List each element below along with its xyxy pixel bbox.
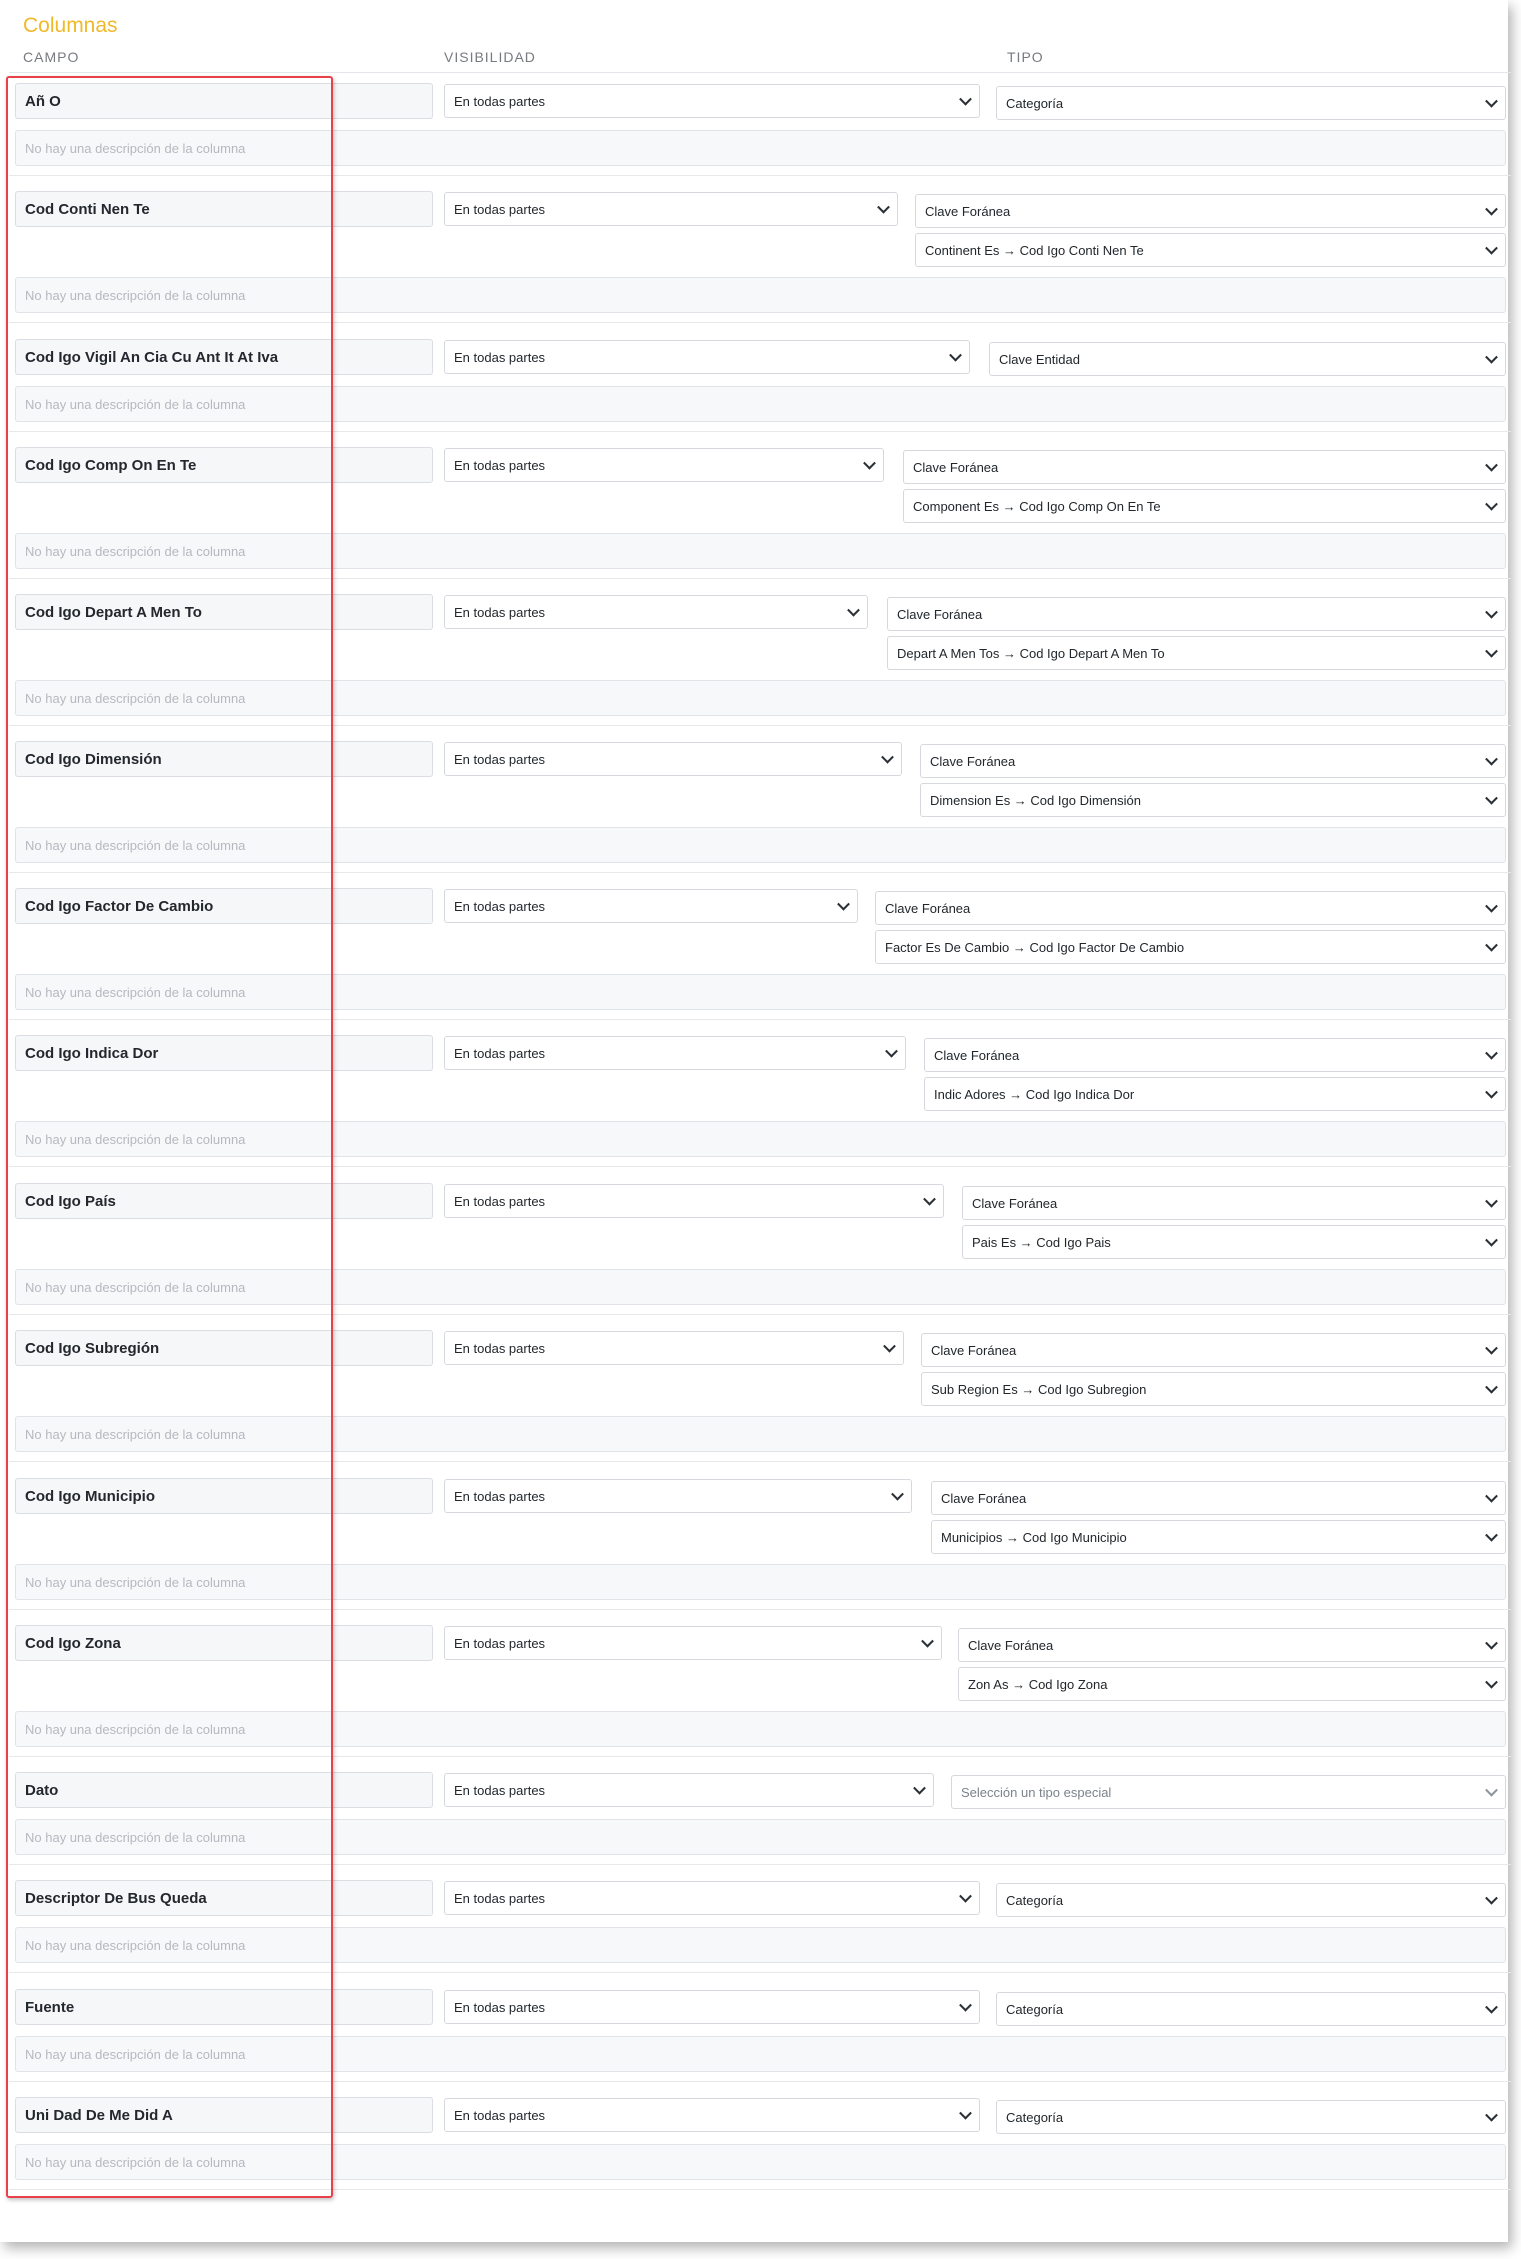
- type-select[interactable]: [875, 891, 1506, 925]
- chevron-down-icon: [959, 2107, 972, 2120]
- type-select[interactable]: [989, 342, 1506, 376]
- column-description-input[interactable]: No hay una descripción de la columna: [15, 1819, 1506, 1855]
- visibility-select[interactable]: [444, 448, 884, 482]
- visibility-select[interactable]: [444, 1773, 934, 1807]
- chevron-down-icon: [1485, 900, 1498, 913]
- type-select[interactable]: [924, 1038, 1506, 1072]
- header-visibilidad: VISIBILIDAD: [444, 49, 536, 65]
- column-name-field[interactable]: Cod Igo Factor De Cambio: [15, 888, 433, 924]
- chevron-down-icon: [1485, 1892, 1498, 1905]
- column-name-field[interactable]: Añ O: [15, 83, 433, 119]
- type-select[interactable]: [920, 744, 1506, 778]
- chevron-down-icon: [1485, 1490, 1498, 1503]
- row-divider: [9, 872, 1511, 873]
- type-select-value: Clave Foránea: [913, 459, 999, 475]
- foreign-key-target-select-value: Component Es → Cod Igo Comp On En Te: [913, 498, 1161, 514]
- chevron-down-icon: [1485, 939, 1498, 952]
- foreign-key-target-select[interactable]: [903, 489, 1506, 523]
- visibility-select-value: En todas partes: [454, 349, 546, 365]
- chevron-down-icon: [883, 1340, 896, 1353]
- column-name-field[interactable]: Uni Dad De Me Did A: [15, 2097, 433, 2133]
- type-select-value: Clave Entidad: [999, 351, 1080, 367]
- type-select[interactable]: [962, 1186, 1506, 1220]
- row-divider: [9, 1864, 1511, 1865]
- type-select[interactable]: [931, 1481, 1506, 1515]
- foreign-key-target-select[interactable]: [924, 1077, 1506, 1111]
- column-description-input[interactable]: No hay una descripción de la columna: [15, 533, 1506, 569]
- chevron-down-icon: [1485, 1234, 1498, 1247]
- column-name-field[interactable]: Cod Igo Dimensión: [15, 741, 433, 777]
- header-tipo: TIPO: [1007, 49, 1044, 65]
- visibility-select-value: En todas partes: [454, 457, 546, 473]
- foreign-key-target-select-value: Zon As → Cod Igo Zona: [968, 1676, 1108, 1692]
- chevron-down-icon: [1485, 1342, 1498, 1355]
- chevron-down-icon: [847, 604, 860, 617]
- visibility-select[interactable]: [444, 340, 970, 374]
- type-select-value: Clave Foránea: [885, 900, 971, 916]
- foreign-key-target-select-value: Factor Es De Cambio → Cod Igo Factor De Cambio: [885, 939, 1185, 955]
- foreign-key-target-select-value: Sub Region Es → Cod Igo Subregion: [931, 1381, 1147, 1397]
- chevron-down-icon: [923, 1193, 936, 1206]
- column-description-input[interactable]: No hay una descripción de la columna: [15, 1564, 1506, 1600]
- visibility-select-value: En todas partes: [454, 1193, 546, 1209]
- type-select-value: Categoría: [1006, 2001, 1064, 2017]
- chevron-down-icon: [1485, 792, 1498, 805]
- foreign-key-target-select-value: Dimension Es → Cod Igo Dimensión: [930, 792, 1141, 808]
- foreign-key-target-select-value: Depart A Men Tos → Cod Igo Depart A Men To: [897, 645, 1165, 661]
- type-select[interactable]: [921, 1333, 1506, 1367]
- row-divider: [9, 175, 1511, 176]
- foreign-key-target-select[interactable]: [958, 1667, 1506, 1701]
- visibility-select[interactable]: [444, 1881, 980, 1915]
- row-divider: [9, 1461, 1511, 1462]
- foreign-key-target-select[interactable]: [921, 1372, 1506, 1406]
- foreign-key-target-select-value: Continent Es → Cod Igo Conti Nen Te: [925, 242, 1144, 258]
- visibility-select[interactable]: [444, 889, 858, 923]
- type-select[interactable]: [958, 1628, 1506, 1662]
- chevron-down-icon: [1485, 95, 1498, 108]
- type-select[interactable]: [903, 450, 1506, 484]
- visibility-select-value: En todas partes: [454, 93, 546, 109]
- type-select-value: Clave Foránea: [897, 606, 983, 622]
- column-name-field[interactable]: Cod Igo Subregión: [15, 1330, 433, 1366]
- chevron-down-icon: [1485, 753, 1498, 766]
- visibility-select[interactable]: [444, 742, 902, 776]
- column-name-field[interactable]: Dato: [15, 1772, 433, 1808]
- foreign-key-target-select[interactable]: [915, 233, 1506, 267]
- foreign-key-target-select[interactable]: [920, 783, 1506, 817]
- type-select[interactable]: [996, 2100, 1506, 2134]
- foreign-key-target-select[interactable]: [887, 636, 1506, 670]
- column-name-field[interactable]: Cod Igo Vigil An Cia Cu Ant It At Iva: [15, 339, 433, 375]
- chevron-down-icon: [1485, 1784, 1498, 1797]
- foreign-key-target-select-value: Pais Es → Cod Igo Pais: [972, 1234, 1111, 1250]
- column-name-field[interactable]: Cod Igo Depart A Men To: [15, 594, 433, 630]
- visibility-select-value: En todas partes: [454, 1635, 546, 1651]
- type-select[interactable]: [996, 86, 1506, 120]
- type-select-value: Clave Foránea: [925, 203, 1011, 219]
- visibility-select[interactable]: [444, 1036, 906, 1070]
- visibility-select-value: En todas partes: [454, 201, 546, 217]
- column-description-input[interactable]: No hay una descripción de la columna: [15, 1927, 1506, 1963]
- visibility-select-value: En todas partes: [454, 1488, 546, 1504]
- type-select[interactable]: [996, 1883, 1506, 1917]
- foreign-key-target-select[interactable]: [962, 1225, 1506, 1259]
- foreign-key-target-select-value: Municipios → Cod Igo Municipio: [941, 1529, 1127, 1545]
- chevron-down-icon: [1485, 1047, 1498, 1060]
- visibility-select-value: En todas partes: [454, 604, 546, 620]
- column-description-input[interactable]: No hay una descripción de la columna: [15, 1711, 1506, 1747]
- visibility-select[interactable]: [444, 1479, 912, 1513]
- column-description-input[interactable]: No hay una descripción de la columna: [15, 1416, 1506, 1452]
- visibility-select-value: En todas partes: [454, 1890, 546, 1906]
- visibility-select[interactable]: [444, 84, 980, 118]
- row-divider: [9, 725, 1511, 726]
- chevron-down-icon: [1485, 498, 1498, 511]
- column-name-field[interactable]: Cod Igo País: [15, 1183, 433, 1219]
- visibility-select-value: En todas partes: [454, 751, 546, 767]
- column-name-field[interactable]: Cod Igo Comp On En Te: [15, 447, 433, 483]
- column-description-input[interactable]: No hay una descripción de la columna: [15, 827, 1506, 863]
- chevron-down-icon: [1485, 645, 1498, 658]
- type-select-value: Categoría: [1006, 95, 1064, 111]
- visibility-select[interactable]: [444, 1990, 980, 2024]
- visibility-select-value: En todas partes: [454, 1782, 546, 1798]
- row-divider: [9, 1609, 1511, 1610]
- chevron-down-icon: [1485, 1086, 1498, 1099]
- chevron-down-icon: [1485, 1676, 1498, 1689]
- type-select[interactable]: [887, 597, 1506, 631]
- row-divider: [9, 1972, 1511, 1973]
- chevron-down-icon: [959, 93, 972, 106]
- visibility-select[interactable]: [444, 1626, 942, 1660]
- foreign-key-target-select-value: Indic Adores → Cod Igo Indica Dor: [934, 1086, 1135, 1102]
- column-description-input[interactable]: No hay una descripción de la columna: [15, 1269, 1506, 1305]
- row-divider: [9, 322, 1511, 323]
- chevron-down-icon: [1485, 203, 1498, 216]
- type-select-value: Clave Foránea: [934, 1047, 1020, 1063]
- chevron-down-icon: [881, 751, 894, 764]
- visibility-select-value: En todas partes: [454, 1340, 546, 1356]
- column-name-field[interactable]: Cod Igo Municipio: [15, 1478, 433, 1514]
- chevron-down-icon: [913, 1782, 926, 1795]
- chevron-down-icon: [837, 898, 850, 911]
- chevron-down-icon: [877, 201, 890, 214]
- row-divider: [9, 1756, 1511, 1757]
- chevron-down-icon: [1485, 1529, 1498, 1542]
- row-divider: [9, 2081, 1511, 2082]
- type-select-value: Clave Foránea: [968, 1637, 1054, 1653]
- chevron-down-icon: [1485, 2001, 1498, 2014]
- foreign-key-target-select[interactable]: [931, 1520, 1506, 1554]
- chevron-down-icon: [891, 1488, 904, 1501]
- chevron-down-icon: [1485, 459, 1498, 472]
- column-description-input[interactable]: No hay una descripción de la columna: [15, 1121, 1506, 1157]
- column-description-input[interactable]: No hay una descripción de la columna: [15, 2144, 1506, 2180]
- column-description-input[interactable]: No hay una descripción de la columna: [15, 130, 1506, 166]
- type-select[interactable]: [915, 194, 1506, 228]
- column-description-input[interactable]: No hay una descripción de la columna: [15, 2036, 1506, 2072]
- header-campo: CAMPO: [23, 49, 80, 65]
- visibility-select[interactable]: [444, 192, 898, 226]
- type-select-value: Clave Foránea: [930, 753, 1016, 769]
- chevron-down-icon: [1485, 2109, 1498, 2122]
- visibility-select[interactable]: [444, 2098, 980, 2132]
- visibility-select[interactable]: [444, 1184, 944, 1218]
- chevron-down-icon: [1485, 1195, 1498, 1208]
- chevron-down-icon: [1485, 606, 1498, 619]
- row-divider: [9, 578, 1511, 579]
- type-select[interactable]: [996, 1992, 1506, 2026]
- column-name-field[interactable]: Descriptor De Bus Queda: [15, 1880, 433, 1916]
- visibility-select-value: En todas partes: [454, 2107, 546, 2123]
- visibility-select-value: En todas partes: [454, 1999, 546, 2015]
- row-divider: [9, 1019, 1511, 1020]
- type-select-value: Clave Foránea: [941, 1490, 1027, 1506]
- section-title: Columnas: [23, 14, 118, 37]
- column-description-input[interactable]: No hay una descripción de la columna: [15, 974, 1506, 1010]
- column-name-field[interactable]: Fuente: [15, 1989, 433, 2025]
- chevron-down-icon: [1485, 1381, 1498, 1394]
- row-divider: [9, 1314, 1511, 1315]
- column-description-input[interactable]: No hay una descripción de la columna: [15, 386, 1506, 422]
- foreign-key-target-select[interactable]: [875, 930, 1506, 964]
- chevron-down-icon: [1485, 1637, 1498, 1650]
- row-divider: [9, 431, 1511, 432]
- chevron-down-icon: [1485, 242, 1498, 255]
- visibility-select-value: En todas partes: [454, 1045, 546, 1061]
- row-divider: [9, 2189, 1511, 2190]
- column-name-field[interactable]: Cod Igo Indica Dor: [15, 1035, 433, 1071]
- chevron-down-icon: [959, 1890, 972, 1903]
- chevron-down-icon: [863, 457, 876, 470]
- chevron-down-icon: [959, 1999, 972, 2012]
- type-select-value: Clave Foránea: [931, 1342, 1017, 1358]
- type-select[interactable]: [951, 1775, 1506, 1809]
- visibility-select[interactable]: [444, 595, 868, 629]
- column-name-field[interactable]: Cod Conti Nen Te: [15, 191, 433, 227]
- chevron-down-icon: [1485, 351, 1498, 364]
- column-description-input[interactable]: No hay una descripción de la columna: [15, 680, 1506, 716]
- type-select-value: Clave Foránea: [972, 1195, 1058, 1211]
- chevron-down-icon: [885, 1045, 898, 1058]
- column-name-field[interactable]: Cod Igo Zona: [15, 1625, 433, 1661]
- visibility-select[interactable]: [444, 1331, 904, 1365]
- chevron-down-icon: [921, 1635, 934, 1648]
- chevron-down-icon: [949, 349, 962, 362]
- column-description-input[interactable]: No hay una descripción de la columna: [15, 277, 1506, 313]
- row-divider: [9, 1166, 1511, 1167]
- type-select-value: Categoría: [1006, 2109, 1064, 2125]
- type-select-value: Categoría: [1006, 1892, 1064, 1908]
- visibility-select-value: En todas partes: [454, 898, 546, 914]
- type-select-value: Selección un tipo especial: [961, 1784, 1112, 1800]
